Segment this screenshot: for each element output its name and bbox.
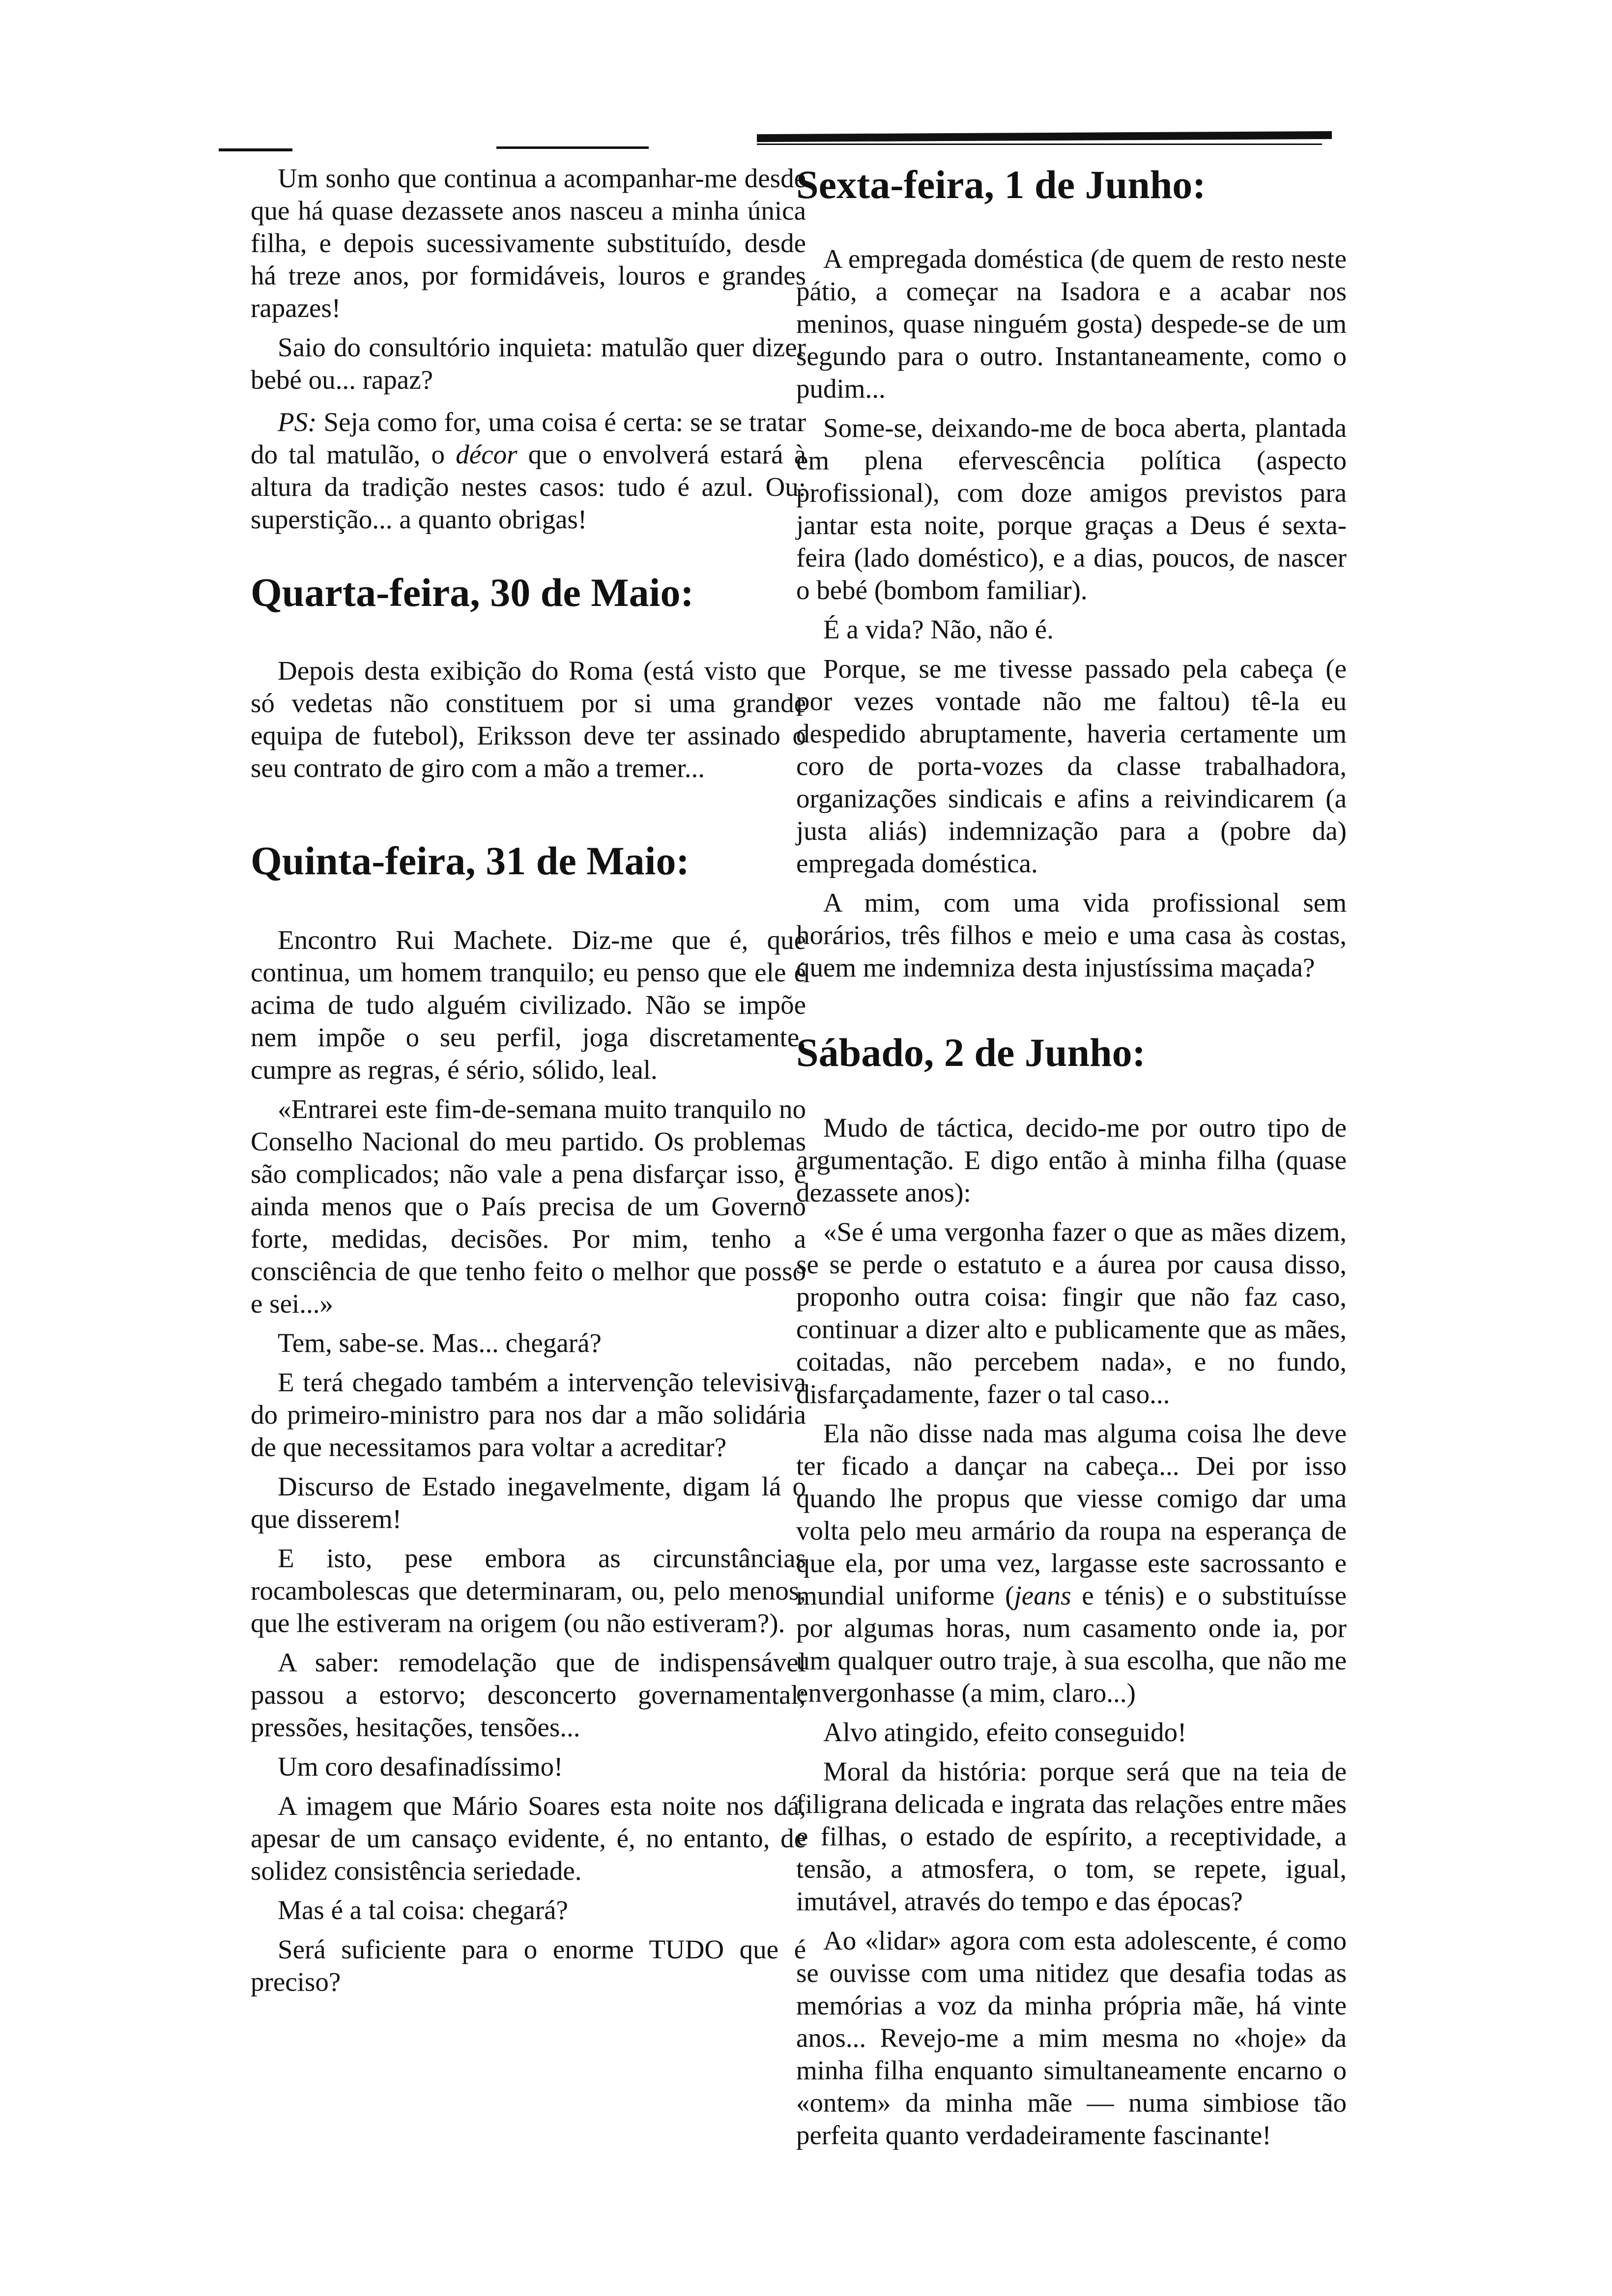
saturday-paragraph-3-a: Ela não disse nada mas alguma coisa lhe deve ter ficado a dançar na cabeça... Dei por isso quando lhe propus que viesse comigo dar uma volta pelo meu armário da roupa na esperança de que ela, por uma vez, largasse este sacrossanto e mundial uniforme ( — [796, 1418, 1347, 1610]
thursday-paragraph-6: E isto, pese embora as circunstâncias rocambolescas que determinaram, ou, pelo menos, que lhe estiveram na origem (ou não estiveram?). — [251, 1543, 806, 1638]
saturday-paragraph-6: Ao «lidar» agora com esta adolescente, é como se ouvisse com uma nitidez que desafia todas as memórias a voz da minha própria mãe, há vinte anos... Revejo-me a mim mesma no «hoje» da minha filha enquanto simultaneamente encarno o «ontem» da minha mãe — numa simbiose tão perfeita quanto verdadeiramente fascinante! — [796, 1925, 1347, 2150]
top-rule-right — [757, 131, 1332, 142]
friday-paragraph-3: É a vida? Não, não é. — [823, 614, 1054, 644]
left-column — [251, 162, 806, 2005]
ps-decor: décor — [456, 439, 518, 469]
heading-wednesday: Quarta-feira, 30 de Maio: — [251, 570, 694, 615]
thursday-paragraph-4: E terá chegado também a intervenção televisiva do primeiro-ministro para nos dar a mão solidária de que necessitamos para voltar a acreditar? — [251, 1367, 806, 1462]
saturday-paragraph-3-b: e ténis) e o substituísse por algumas horas, num casamento onde ia, por um qualquer outro traje, à sua escolha, que não me envergonhasse (a mim, claro...) — [796, 1580, 1347, 1708]
heading-saturday: Sábado, 2 de Junho: — [796, 1030, 1146, 1075]
saturday-paragraph-4: Alvo atingido, efeito conseguido! — [823, 1717, 1187, 1747]
wednesday-paragraph: Depois desta exibição do Roma (está visto que só vedetas não constituem por si uma grande equipa de futebol), Eriksson deve ter assinado o seu contrato de giro com a mão a tremer... — [251, 656, 806, 783]
friday-paragraph-4: Porque, se me tivesse passado pela cabeça (e por vezes vontade não me faltou) tê-la eu despedido abruptamente, haveria certamente um coro de porta-vozes da classe trabalhadora, organizações sindicais e afins a reivindicarem (a justa aliás) indemnização para a (pobre da) empregada doméstica. — [796, 654, 1347, 878]
ps-text-a: Seja como for, uma coisa é certa: se se tratar do tal matulão, o — [251, 407, 806, 469]
ps-text-b: que o envolverá estará à altura da tradição nestes casos: tudo é azul. Ou: superstição... a quanto obrigas! — [251, 439, 806, 534]
ps-label: PS: — [278, 407, 317, 437]
thursday-paragraph-3: Tem, sabe-se. Mas... chegará? — [278, 1328, 602, 1358]
thursday-paragraph-1: Encontro Rui Machete. Diz-me que é, que continua, um homem tranquilo; eu penso que ele é acima de tudo alguém civilizado. Não se impõe nem impõe o seu perfil, joga discretamente, cumpre as regras, é sério, sólido, leal. — [251, 925, 806, 1085]
friday-paragraph-5: A mim, com uma vida profissional sem horários, três filhos e meio e uma casa às costas, quem me indemniza desta injustíssima maçada? — [796, 888, 1347, 982]
thursday-paragraph-9: A imagem que Mário Soares esta noite nos dá, apesar de um cansaço evidente, é, no entanto, de solidez consistência seriedade. — [251, 1791, 806, 1886]
thursday-paragraph-8: Um coro desafinadíssimo! — [278, 1751, 563, 1781]
saturday-paragraph-5: Moral da história: porque será que na teia de filigrana delicada e ingrata das relações entre mães e filhas, o estado de espírito, a receptividade, a tensão, a atmosfera, o tom, se repete, igual, imutável, através do tempo e das épocas? — [796, 1756, 1347, 1916]
top-rule-right-thin — [757, 144, 1322, 145]
friday-paragraph-2: Some-se, deixando-me de boca aberta, plantada em plena efervescência política (aspecto profissional), com doze amigos previstos para jantar esta noite, porque graças a Deus é sexta-feira (lado doméstico), e a dias, poucos, de nascer o bebé (bombom familiar). — [796, 413, 1347, 605]
top-rule-left — [219, 148, 292, 151]
intro-paragraph-2: Saio do consultório inquieta: matulão quer dizer bebé ou... rapaz? — [251, 332, 806, 395]
thursday-paragraph-10: Mas é a tal coisa: chegará? — [278, 1895, 568, 1925]
postscript-paragraph — [251, 406, 806, 536]
right-column — [796, 162, 1347, 2158]
saturday-paragraph-3 — [796, 1417, 1347, 1709]
saturday-paragraph-2: «Se é uma vergonha fazer o que as mães dizem, se se perde o estatuto e a áurea por causa disso, proponho outra coisa: fingir que não faz caso, continuar a dizer alto e publicamente que as mães, coitadas, não percebem nada», e no fundo, disfarçadamente, fazer o tal caso... — [796, 1217, 1347, 1409]
thursday-paragraph-5: Discurso de Estado inegavelmente, digam lá o que disserem! — [251, 1471, 806, 1534]
thursday-paragraph-7: A saber: remodelação que de indispensável passou a estorvo; desconcerto governamental; pressões, hesitações, tensões... — [251, 1647, 806, 1742]
thursday-paragraph-11: Será suficiente para o enorme TUDO que é preciso? — [251, 1934, 806, 1997]
friday-paragraph-1: A empregada doméstica (de quem de resto neste pátio, a começar na Isadora e a acabar nos meninos, quase ninguém gosta) despede-se de um segundo para o outro. Instantaneamente, como o pudim... — [796, 244, 1347, 403]
heading-friday: Sexta-feira, 1 de Junho: — [796, 162, 1206, 207]
top-rule-middle — [496, 146, 649, 149]
saturday-jeans: jeans — [1014, 1580, 1071, 1610]
intro-paragraph-1: Um sonho que continua a acompanhar-me desde que há quase dezassete anos nasceu a minha única filha, e depois sucessivamente substituído, desde há treze anos, por formidáveis, louros e grandes rapazes! — [251, 163, 806, 323]
heading-thursday: Quinta-feira, 31 de Maio: — [251, 838, 690, 883]
saturday-paragraph-1: Mudo de táctica, decido-me por outro tipo de argumentação. E digo então à minha filha (quase dezassete anos): — [796, 1113, 1347, 1207]
thursday-paragraph-2: «Entrarei este fim-de-semana muito tranquilo no Conselho Nacional do meu partido. Os problemas são complicados; não vale a pena disfarçar isso, e ainda menos que o País precisa de um Governo forte, medidas, decisões. Por mim, tenho a consciência de que tenho feito o melhor que posso e sei...» — [251, 1094, 806, 1319]
